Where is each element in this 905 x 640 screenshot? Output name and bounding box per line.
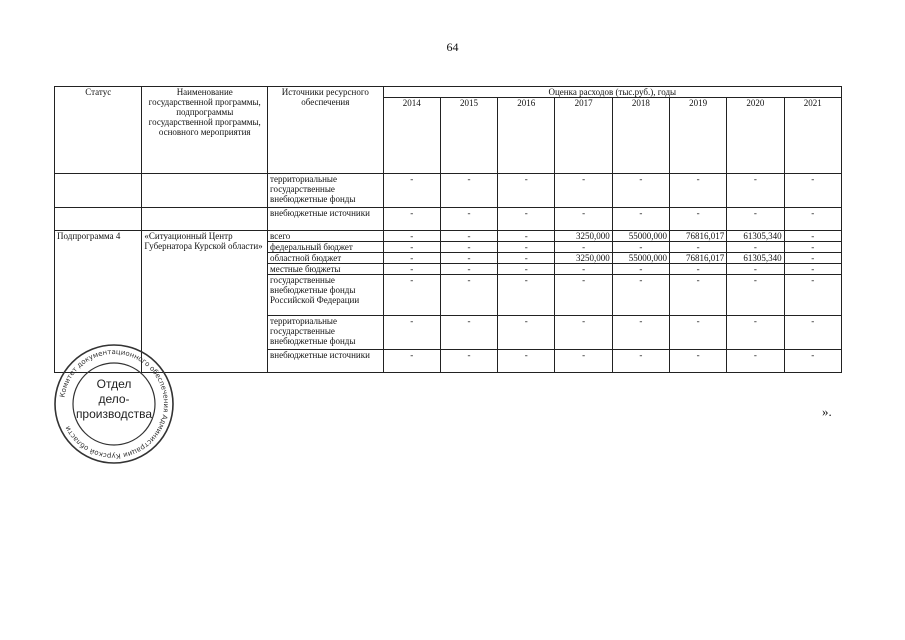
- status-cell: Подпрограмма 4: [55, 231, 142, 373]
- value-cell: -: [784, 275, 841, 316]
- stamp-line-2: дело-: [98, 392, 130, 406]
- header-year: 2014: [383, 98, 440, 174]
- header-year: 2016: [498, 98, 555, 174]
- value-cell: -: [498, 231, 555, 242]
- value-cell: -: [784, 231, 841, 242]
- value-cell: -: [498, 350, 555, 373]
- header-year: 2017: [555, 98, 612, 174]
- value-cell: -: [383, 350, 440, 373]
- closing-quote-mark: ».: [822, 404, 832, 419]
- value-cell: -: [612, 208, 669, 231]
- value-cell: -: [612, 264, 669, 275]
- page-number: 64: [446, 40, 459, 54]
- value-cell: -: [670, 208, 727, 231]
- value-cell: -: [727, 275, 784, 316]
- value-cell: -: [612, 242, 669, 253]
- value-cell: -: [440, 208, 497, 231]
- value-cell: -: [612, 275, 669, 316]
- header-year: 2020: [727, 98, 784, 174]
- value-cell: -: [383, 253, 440, 264]
- stamp-line-3: производства: [75, 407, 153, 421]
- value-cell: 55000,000: [612, 253, 669, 264]
- value-cell: -: [440, 231, 497, 242]
- value-cell: -: [784, 174, 841, 208]
- value-cell: -: [555, 208, 612, 231]
- header-status: Статус: [55, 87, 142, 174]
- value-cell: -: [440, 174, 497, 208]
- source-cell: территориальные государственные внебюджетные фонды: [268, 174, 384, 208]
- source-cell: государственные внебюджетные фонды Российской Федерации: [268, 275, 384, 316]
- office-stamp: [52, 342, 176, 466]
- value-cell: -: [784, 316, 841, 350]
- value-cell: -: [555, 316, 612, 350]
- value-cell: -: [440, 264, 497, 275]
- value-cell: 61305,340: [727, 253, 784, 264]
- value-cell: -: [670, 275, 727, 316]
- value-cell: 76816,017: [670, 231, 727, 242]
- header-year: 2018: [612, 98, 669, 174]
- value-cell: -: [555, 264, 612, 275]
- value-cell: -: [498, 316, 555, 350]
- source-cell: областной бюджет: [268, 253, 384, 264]
- value-cell: -: [612, 350, 669, 373]
- value-cell: -: [727, 316, 784, 350]
- value-cell: -: [727, 174, 784, 208]
- budget-table: [54, 86, 842, 373]
- value-cell: -: [383, 242, 440, 253]
- value-cell: 76816,017: [670, 253, 727, 264]
- header-year: 2019: [670, 98, 727, 174]
- value-cell: -: [670, 242, 727, 253]
- value-cell: 3250,000: [555, 253, 612, 264]
- value-cell: -: [555, 174, 612, 208]
- name-cell: «Ситуационный Центр Губернатора Курской области»: [142, 231, 268, 373]
- header-estimate: Оценка расходов (тыс.руб.), годы: [383, 87, 841, 98]
- value-cell: -: [555, 350, 612, 373]
- value-cell: -: [383, 275, 440, 316]
- header-name: Наименование государственной программы, подпрограммы государственной программы, основного мероприятия: [142, 87, 268, 174]
- value-cell: -: [440, 253, 497, 264]
- value-cell: -: [383, 316, 440, 350]
- value-cell: -: [440, 350, 497, 373]
- value-cell: -: [498, 275, 555, 316]
- value-cell: -: [612, 316, 669, 350]
- value-cell: -: [383, 231, 440, 242]
- table-row: [55, 208, 842, 231]
- source-cell: внебюджетные источники: [268, 350, 384, 373]
- value-cell: -: [784, 253, 841, 264]
- stamp-ring-textpath: Комитет документационного обеспечения Администрации Курской области: [58, 347, 171, 461]
- table-row: [55, 231, 842, 242]
- value-cell: -: [440, 275, 497, 316]
- value-cell: -: [784, 264, 841, 275]
- source-cell: местные бюджеты: [268, 264, 384, 275]
- header-year: 2021: [784, 98, 841, 174]
- value-cell: -: [670, 350, 727, 373]
- source-cell: территориальные государственные внебюджетные фонды: [268, 316, 384, 350]
- value-cell: -: [727, 350, 784, 373]
- value-cell: -: [498, 174, 555, 208]
- value-cell: -: [784, 350, 841, 373]
- value-cell: -: [555, 275, 612, 316]
- value-cell: -: [612, 174, 669, 208]
- value-cell: -: [727, 242, 784, 253]
- source-cell: всего: [268, 231, 384, 242]
- table-row: [55, 174, 842, 208]
- value-cell: -: [383, 264, 440, 275]
- value-cell: -: [383, 208, 440, 231]
- value-cell: 3250,000: [555, 231, 612, 242]
- header-year: 2015: [440, 98, 497, 174]
- value-cell: -: [670, 174, 727, 208]
- value-cell: -: [498, 253, 555, 264]
- value-cell: -: [498, 264, 555, 275]
- status-cell: [55, 208, 142, 231]
- value-cell: -: [727, 208, 784, 231]
- value-cell: -: [440, 316, 497, 350]
- stamp-line-1: Отдел: [96, 377, 132, 391]
- source-cell: внебюджетные источники: [268, 208, 384, 231]
- value-cell: -: [670, 264, 727, 275]
- value-cell: -: [784, 208, 841, 231]
- value-cell: -: [784, 242, 841, 253]
- status-cell: [55, 174, 142, 208]
- value-cell: -: [670, 316, 727, 350]
- value-cell: 55000,000: [612, 231, 669, 242]
- name-cell: [142, 208, 268, 231]
- value-cell: 61305,340: [727, 231, 784, 242]
- value-cell: -: [498, 208, 555, 231]
- name-cell: [142, 174, 268, 208]
- value-cell: -: [727, 264, 784, 275]
- source-cell: федеральный бюджет: [268, 242, 384, 253]
- value-cell: -: [498, 242, 555, 253]
- value-cell: -: [555, 242, 612, 253]
- header-sources: Источники ресурсного обеспечения: [268, 87, 384, 174]
- value-cell: -: [440, 242, 497, 253]
- value-cell: -: [383, 174, 440, 208]
